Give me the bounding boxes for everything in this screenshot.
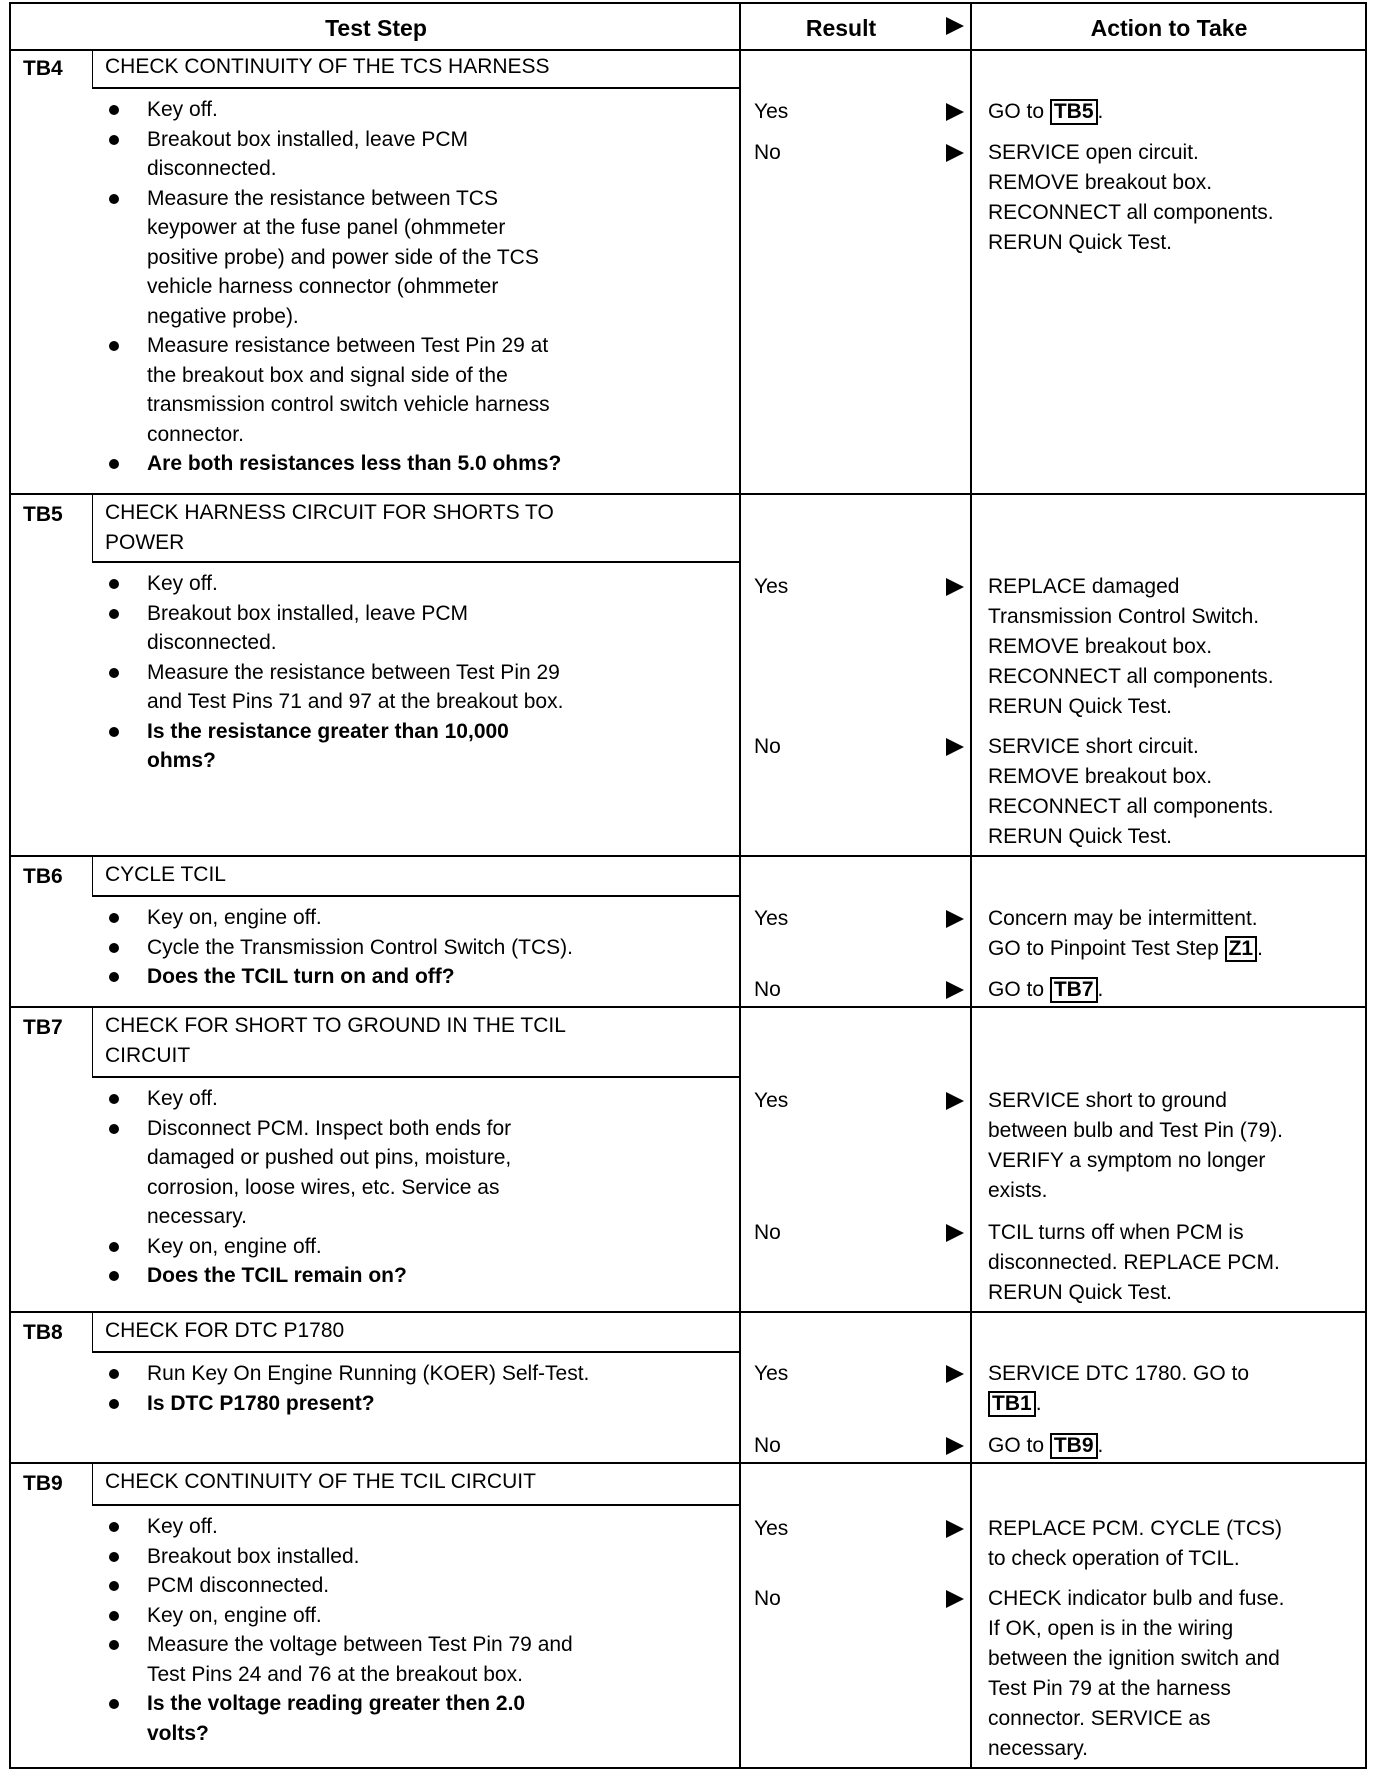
bullet-item: Measure the resistance between Test Pin 29 and Test Pins 71 and 97 at the breakout box. [11,658,741,717]
step-id: TB5 [11,495,93,563]
arrow-icon [946,17,964,35]
action-text [988,138,1274,258]
action-text [988,1431,1103,1461]
step-id: TB4 [11,49,93,89]
step-bullets [11,903,741,992]
action-instruction: GO to [988,100,1050,123]
header-action: Action to Take [1090,15,1248,41]
arrow-icon [946,910,964,928]
bullet-item: Key off. [11,1512,741,1542]
step-id: TB9 [11,1464,93,1506]
test-step-tb5 [11,495,1365,857]
action-text [988,572,1274,722]
bullet-item: Disconnect PCM. Inspect both ends for damaged or pushed out pins, moisture, corrosion, loose wires, etc. Service as necessary. [11,1114,741,1232]
step-reference-link[interactable]: TB9 [1050,1433,1098,1459]
test-step-tb6 [11,857,1365,1008]
result-yes: Yes [754,100,789,123]
bullet-item: Breakout box installed, leave PCM disconnected. [11,125,741,184]
action-instruction: Concern may be intermittent. GO to Pinpoint Test Step [988,907,1258,960]
result-no: No [754,1587,781,1610]
arrow-icon [946,1437,964,1455]
step-reference-link[interactable]: Z1 [1225,936,1258,962]
step-question: Is DTC P1780 present? [11,1389,741,1419]
arrow-icon [946,1092,964,1110]
action-instruction: SERVICE short circuit. REMOVE breakout box. RECONNECT all components. RERUN Quick Test. [988,735,1274,848]
test-step-tb4 [11,49,1365,495]
arrow-icon [946,1590,964,1608]
result-yes: Yes [754,1517,789,1540]
bullet-item: Key off. [11,1084,741,1114]
bullet-item: Cycle the Transmission Control Switch (TCS). [11,933,741,963]
step-title: CHECK CONTINUITY OF THE TCIL CIRCUIT [93,1464,741,1506]
step-id: TB8 [11,1313,93,1353]
arrow-icon [946,103,964,121]
arrow-icon [946,1365,964,1383]
action-punctuation: . [1097,1434,1104,1457]
diagnostic-table [9,2,1367,1769]
result-yes: Yes [754,1362,789,1385]
action-instruction: SERVICE short to ground between bulb and Test Pin (79). VERIFY a symptom no longer exists. [988,1089,1283,1202]
step-question: Is the resistance greater than 10,000 ohms? [11,717,741,776]
step-reference-link[interactable]: TB1 [988,1391,1036,1417]
arrow-icon [946,738,964,756]
step-title: CHECK CONTINUITY OF THE TCS HARNESS [93,49,741,89]
result-no: No [754,141,781,164]
step-bullets [11,569,741,776]
test-step-tb9 [11,1464,1365,1769]
table-header [11,4,1365,51]
bullet-item: Key on, engine off. [11,1232,741,1262]
step-bullets [11,1084,741,1291]
bullet-item: Run Key On Engine Running (KOER) Self-Test. [11,1359,741,1389]
step-reference-link[interactable]: TB7 [1050,977,1098,1003]
bullet-item: Breakout box installed, leave PCM disconnected. [11,599,741,658]
action-punctuation: . [1097,100,1104,123]
result-no: No [754,1221,781,1244]
arrow-icon [946,1520,964,1538]
result-no: No [754,735,781,758]
bullet-item: Measure the resistance between TCS keypower at the fuse panel (ohmmeter positive probe) and power side of the TCS vehicle harness connector (ohmmeter negative probe). [11,184,741,332]
arrow-icon [946,578,964,596]
action-text [988,97,1103,127]
test-step-tb7 [11,1008,1365,1313]
action-instruction: SERVICE open circuit. REMOVE breakout box. RECONNECT all components. RERUN Quick Test. [988,141,1274,254]
action-instruction: GO to [988,1434,1050,1457]
step-title: CYCLE TCIL [93,857,741,897]
action-text [988,1584,1285,1764]
bullet-item: Breakout box installed. [11,1542,741,1572]
step-title: CHECK FOR SHORT TO GROUND IN THE TCIL CIRCUIT [93,1008,741,1078]
action-text [988,1359,1249,1419]
bullet-item: Key on, engine off. [11,903,741,933]
step-question: Is the voltage reading greater then 2.0 volts? [11,1689,741,1748]
result-no: No [754,1434,781,1457]
step-bullets [11,1512,741,1748]
action-instruction: REPLACE PCM. CYCLE (TCS) to check operation of TCIL. [988,1517,1283,1570]
result-yes: Yes [754,907,789,930]
step-title: CHECK HARNESS CIRCUIT FOR SHORTS TO POWER [93,495,741,563]
arrow-icon [946,981,964,999]
bullet-item: Key on, engine off. [11,1601,741,1631]
action-punctuation: . [1257,937,1263,960]
action-instruction: REPLACE damaged Transmission Control Switch. REMOVE breakout box. RECONNECT all components. RERUN Quick Test. [988,575,1274,718]
bullet-item: Measure resistance between Test Pin 29 at the breakout box and signal side of the transmission control switch vehicle harness connector. [11,331,741,449]
arrow-icon [946,1224,964,1242]
action-instruction: SERVICE DTC 1780. GO to [988,1362,1250,1385]
action-text [988,904,1263,964]
action-punctuation: . [1097,978,1104,1001]
step-bullets [11,95,741,479]
bullet-item: PCM disconnected. [11,1571,741,1601]
header-result: Result [805,15,877,41]
action-text [988,1086,1283,1206]
step-reference-link[interactable]: TB5 [1050,99,1098,125]
action-instruction: TCIL turns off when PCM is disconnected. REPLACE PCM. RERUN Quick Test. [988,1221,1280,1304]
arrow-icon [946,144,964,162]
action-punctuation: . [1035,1392,1042,1415]
step-title: CHECK FOR DTC P1780 [93,1313,741,1353]
action-text [988,975,1103,1005]
bullet-item: Key off. [11,95,741,125]
header-test-step: Test Step [325,15,427,41]
step-bullets [11,1359,741,1418]
action-instruction: CHECK indicator bulb and fuse. If OK, open is in the wiring between the ignition switch and Test Pin 79 at the harness connector. SERVICE as necessary. [988,1587,1285,1760]
test-step-tb8 [11,1313,1365,1464]
step-question: Does the TCIL turn on and off? [11,962,741,992]
action-text [988,1218,1280,1308]
step-question: Are both resistances less than 5.0 ohms? [11,449,741,479]
step-question: Does the TCIL remain on? [11,1261,741,1291]
step-id: TB7 [11,1008,93,1078]
result-yes: Yes [754,1089,789,1112]
step-id: TB6 [11,857,93,897]
action-text [988,1514,1282,1574]
bullet-item: Key off. [11,569,741,599]
bullet-item: Measure the voltage between Test Pin 79 and Test Pins 24 and 76 at the breakout box. [11,1630,741,1689]
result-no: No [754,978,781,1001]
result-yes: Yes [754,575,789,598]
action-instruction: GO to [988,978,1050,1001]
action-text [988,732,1274,852]
